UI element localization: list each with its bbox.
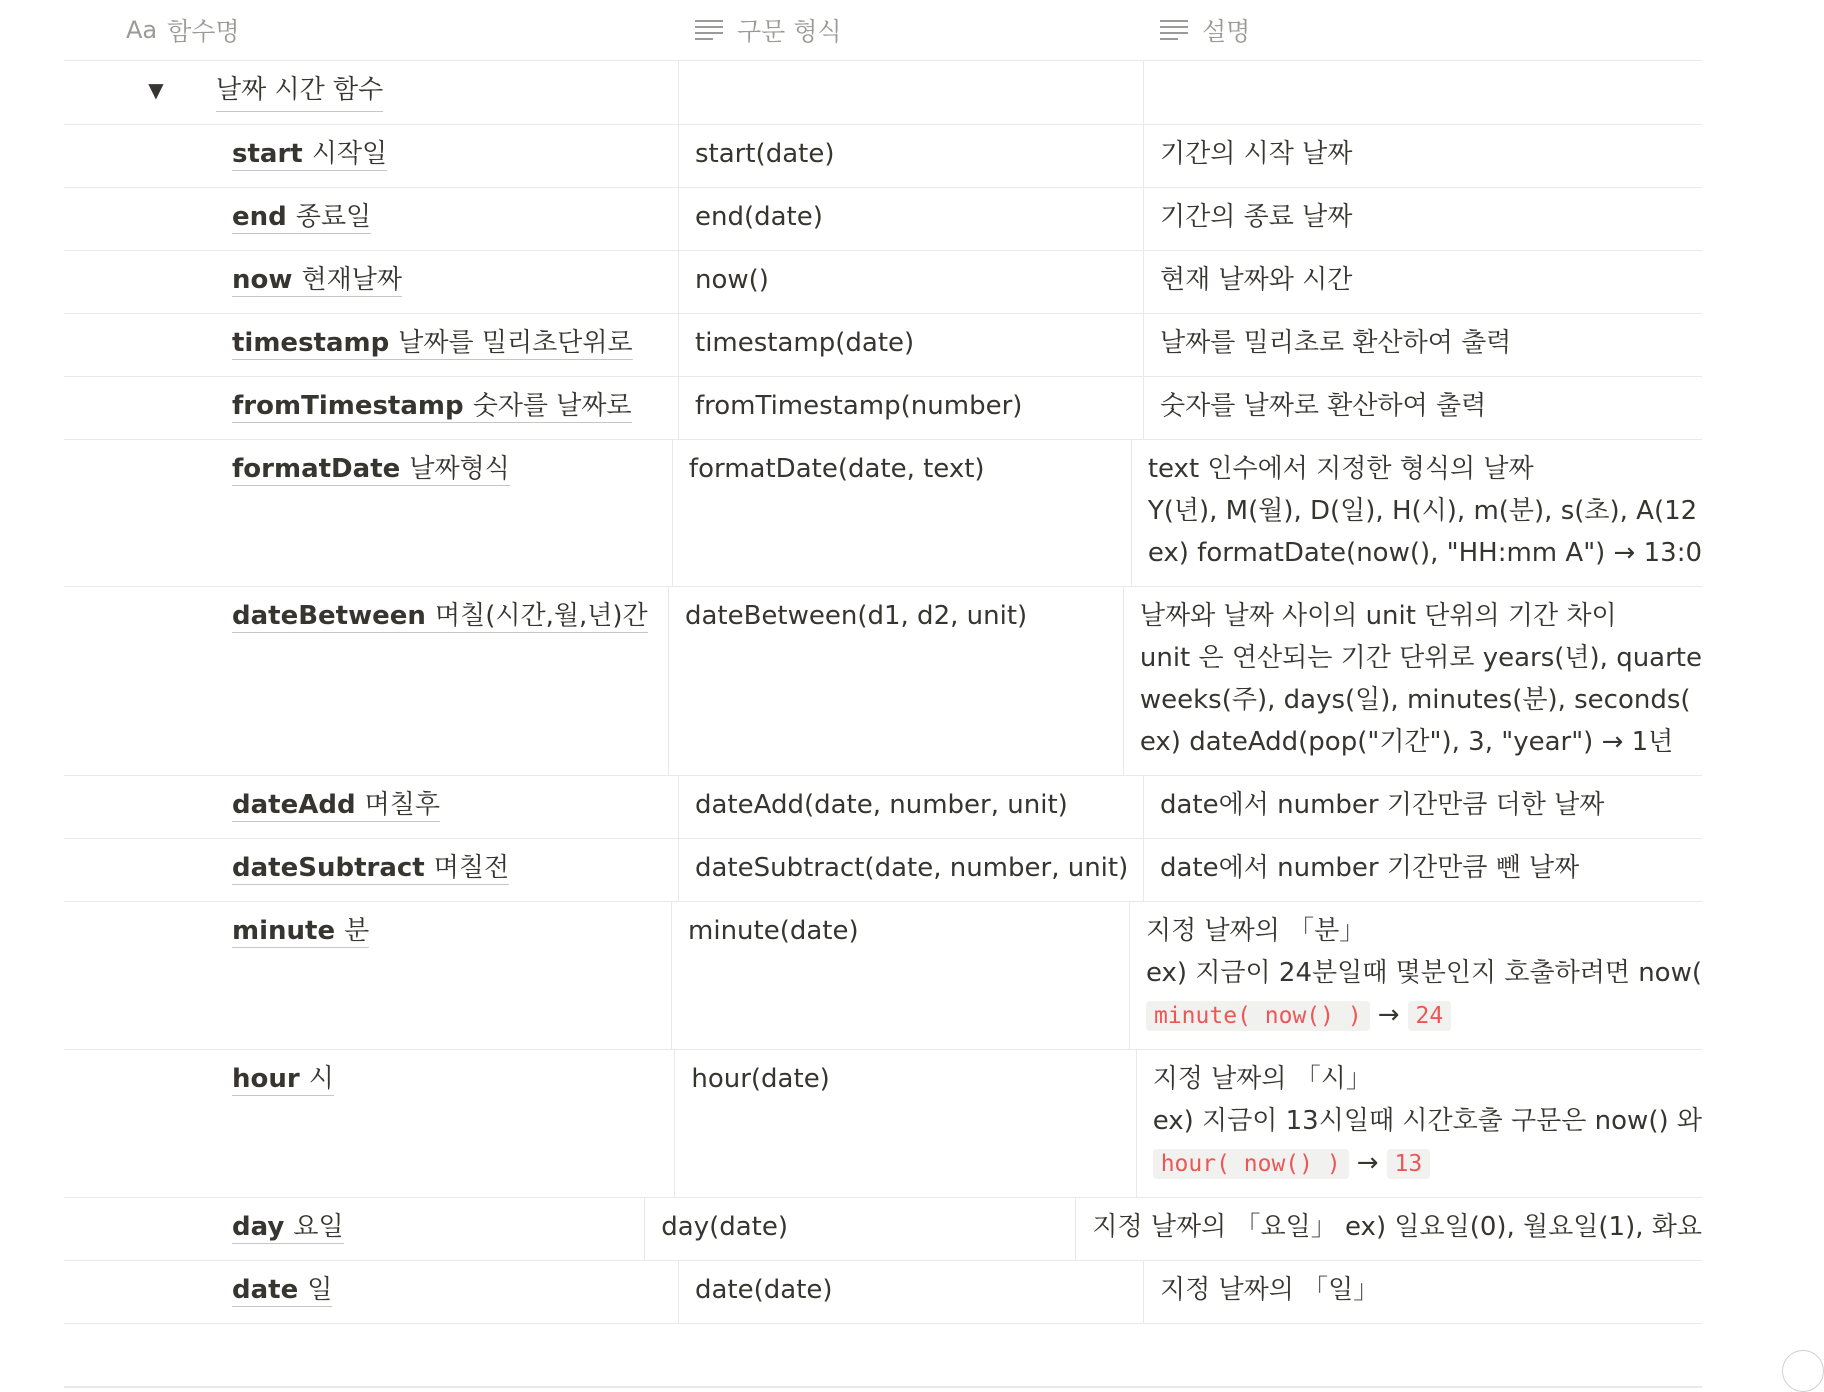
function-korean-name: 시작일 <box>311 139 388 169</box>
function-korean-name: 요일 <box>293 1212 344 1242</box>
function-name-link[interactable] <box>232 853 509 885</box>
text-property-icon <box>695 19 723 41</box>
description-cell[interactable] <box>1144 188 1702 250</box>
description-line: 지정 날짜의 「요일」 ex) 일요일(0), 월요일(1), 화요 <box>1092 1212 1702 1242</box>
function-korean-name: 현재날짜 <box>301 265 402 295</box>
table-row[interactable] <box>64 1261 1702 1324</box>
description-line: 지정 날짜의 「시」 <box>1152 1064 1372 1094</box>
syntax-cell[interactable] <box>679 251 1144 313</box>
description-line: ex) formatDate(now(), "HH:mm A") → 13:0 <box>1147 538 1702 568</box>
function-name-cell[interactable] <box>64 188 679 250</box>
function-name: fromTimestamp <box>232 391 464 421</box>
description-cell[interactable] <box>1144 839 1702 901</box>
inline-code-result: 24 <box>1408 1001 1452 1031</box>
group-title-cell <box>64 61 679 124</box>
table-bottom-border <box>64 1386 1702 1388</box>
function-name-cell[interactable] <box>64 587 669 775</box>
function-korean-name: 종료일 <box>295 202 372 232</box>
header-label: 함수명 <box>167 17 240 46</box>
table-row[interactable] <box>64 314 1702 377</box>
description-cell[interactable] <box>1144 314 1702 376</box>
function-name: formatDate <box>232 454 401 484</box>
description-line: 숫자를 날짜로 환산하여 출력 <box>1160 391 1487 421</box>
function-name: hour <box>232 1064 300 1094</box>
function-name: day <box>232 1212 285 1242</box>
syntax-cell[interactable] <box>679 839 1144 901</box>
syntax-text: hour(date) <box>691 1064 830 1094</box>
function-name-link[interactable] <box>232 601 648 633</box>
syntax-text: minute(date) <box>688 916 859 946</box>
function-name-cell[interactable] <box>64 251 679 313</box>
description-cell[interactable] <box>1144 776 1702 838</box>
description-line: ex) 지금이 13시일때 시간호출 구문은 now() 와 <box>1152 1106 1702 1136</box>
syntax-cell[interactable] <box>675 1050 1136 1197</box>
syntax-text: date(date) <box>695 1275 833 1305</box>
function-name: dateSubtract <box>232 853 425 883</box>
table-row[interactable] <box>64 839 1702 902</box>
function-name-link[interactable] <box>232 1064 334 1096</box>
function-name-cell[interactable] <box>64 839 679 901</box>
syntax-cell[interactable] <box>645 1198 1076 1260</box>
function-name-cell[interactable] <box>64 377 679 439</box>
inline-code-result: 13 <box>1387 1149 1431 1179</box>
description-line: text 인수에서 지정한 형식의 날짜 <box>1147 454 1534 484</box>
function-name: dateAdd <box>232 790 356 820</box>
function-name-link[interactable] <box>232 1212 344 1244</box>
function-name-cell[interactable] <box>64 776 679 838</box>
syntax-cell[interactable] <box>679 314 1144 376</box>
syntax-cell[interactable] <box>679 1261 1144 1323</box>
description-line: 지정 날짜의 「분」 <box>1145 916 1366 946</box>
header-description[interactable] <box>1144 0 1702 60</box>
table-header <box>64 0 1702 61</box>
function-name-link[interactable] <box>232 916 369 948</box>
table-row[interactable] <box>64 902 1702 1050</box>
function-name-cell[interactable] <box>64 1050 675 1197</box>
description-line: 현재 날짜와 시간 <box>1160 265 1353 295</box>
function-name-cell[interactable] <box>64 1198 645 1260</box>
description-cell[interactable] <box>1130 902 1702 1049</box>
function-name-cell[interactable] <box>64 1261 679 1323</box>
description-cell[interactable] <box>1076 1198 1702 1260</box>
table-row[interactable] <box>64 125 1702 188</box>
function-korean-name: 날짜형식 <box>409 454 510 484</box>
description-cell[interactable] <box>1144 377 1702 439</box>
header-label: 구문 형식 <box>737 17 842 46</box>
description-cell[interactable] <box>1137 1050 1702 1197</box>
description-line: 기간의 종료 날짜 <box>1160 202 1353 232</box>
function-name: minute <box>232 916 336 946</box>
description-line: date에서 number 기간만큼 더한 날짜 <box>1160 790 1605 820</box>
function-name-link[interactable] <box>232 202 371 234</box>
toggle-triangle-icon[interactable]: ▼ <box>148 78 164 102</box>
syntax-cell[interactable] <box>679 776 1144 838</box>
description-line: 날짜와 날짜 사이의 unit 단위의 기간 차이 <box>1139 601 1617 631</box>
function-name-link[interactable] <box>232 1275 332 1307</box>
function-korean-name: 시 <box>308 1064 334 1094</box>
function-name-cell[interactable] <box>64 125 679 187</box>
syntax-text: end(date) <box>695 202 823 232</box>
table-row[interactable] <box>64 188 1702 251</box>
group-title[interactable]: 날짜 시간 함수 <box>216 69 383 112</box>
description-line: ex) dateAdd(pop("기간"), 3, "year") → 1년 <box>1139 727 1674 757</box>
function-korean-name: 며칠전 <box>433 853 510 883</box>
description-cell[interactable] <box>1144 251 1702 313</box>
description-line: ex) 지금이 24분일때 몇분인지 호출하려면 now( <box>1145 958 1702 988</box>
function-name: dateBetween <box>232 601 426 631</box>
syntax-text: formatDate(date, text) <box>688 454 985 484</box>
header-syntax[interactable] <box>679 0 1144 60</box>
syntax-cell[interactable] <box>679 125 1144 187</box>
table-row[interactable] <box>64 440 1702 587</box>
table-row[interactable] <box>64 776 1702 839</box>
header-function-name[interactable] <box>64 0 679 60</box>
function-name-link[interactable] <box>232 265 402 297</box>
syntax-text: day(date) <box>661 1212 789 1242</box>
function-name-link[interactable] <box>232 328 633 360</box>
description-cell[interactable] <box>1132 440 1702 586</box>
table-row[interactable] <box>64 587 1702 776</box>
description-line: Y(년), M(월), D(일), H(시), m(분), s(초), A(12 <box>1147 496 1698 526</box>
scroll-circle-button[interactable] <box>1782 1350 1824 1392</box>
table-body <box>64 125 1702 1324</box>
syntax-text: start(date) <box>695 139 835 169</box>
text-property-icon <box>1160 19 1188 41</box>
description-line: date에서 number 기간만큼 뺀 날짜 <box>1160 853 1580 883</box>
function-korean-name: 일 <box>307 1275 333 1305</box>
syntax-text: fromTimestamp(number) <box>695 391 1023 421</box>
description-line: 날짜를 밀리초로 환산하여 출력 <box>1160 328 1512 358</box>
function-name-link[interactable] <box>232 391 632 423</box>
table-row[interactable] <box>64 251 1702 314</box>
function-table <box>64 0 1702 1388</box>
table-row[interactable] <box>64 1050 1702 1198</box>
description-line: weeks(주), days(일), minutes(분), seconds( <box>1139 685 1691 715</box>
description-line: unit 은 연산되는 기간 단위로 years(년), quarte <box>1139 643 1702 673</box>
inline-code: hour( now() ) <box>1153 1149 1349 1179</box>
group-row-date-time <box>64 61 1702 125</box>
table-row[interactable] <box>64 377 1702 440</box>
syntax-text: dateBetween(d1, d2, unit) <box>684 601 1028 631</box>
syntax-cell[interactable] <box>669 587 1124 775</box>
syntax-cell[interactable] <box>679 188 1144 250</box>
function-name: date <box>232 1275 299 1305</box>
function-korean-name: 분 <box>344 916 370 946</box>
function-name-cell[interactable] <box>64 440 673 586</box>
syntax-cell[interactable] <box>673 440 1132 586</box>
function-name: timestamp <box>232 328 390 358</box>
code-example-line <box>1146 994 1702 1037</box>
function-name: start <box>232 139 303 169</box>
description-cell[interactable] <box>1144 125 1702 187</box>
syntax-text: dateSubtract(date, number, unit) <box>695 853 1129 883</box>
arrow-icon: → <box>1377 1000 1400 1030</box>
syntax-cell[interactable] <box>679 377 1144 439</box>
function-korean-name: 며칠후 <box>364 790 440 820</box>
function-name-cell[interactable] <box>64 902 672 1049</box>
inline-code: minute( now() ) <box>1146 1001 1370 1031</box>
function-korean-name: 숫자를 날짜로 <box>472 391 632 421</box>
arrow-icon: → <box>1356 1148 1379 1178</box>
function-korean-name: 날짜를 밀리초단위로 <box>398 328 633 358</box>
function-korean-name: 며칠(시간,월,년)간 <box>434 601 648 631</box>
group-empty-cell <box>679 61 1144 124</box>
group-empty-cell <box>1144 61 1702 124</box>
function-name: end <box>232 202 287 232</box>
description-line: 기간의 시작 날짜 <box>1160 139 1353 169</box>
description-cell[interactable] <box>1124 587 1702 775</box>
header-label: 설명 <box>1202 17 1251 46</box>
function-name-link[interactable] <box>232 454 510 486</box>
syntax-text: timestamp(date) <box>695 328 915 358</box>
table-row[interactable] <box>64 1198 1702 1261</box>
title-property-icon: Aa <box>126 16 158 44</box>
syntax-cell[interactable] <box>672 902 1130 1049</box>
function-name-link[interactable] <box>232 139 387 171</box>
description-cell[interactable] <box>1144 1261 1702 1323</box>
description-line: 지정 날짜의 「일」 <box>1160 1275 1380 1305</box>
function-name-link[interactable] <box>232 790 440 822</box>
code-example-line <box>1153 1142 1702 1185</box>
syntax-text: dateAdd(date, number, unit) <box>695 790 1068 820</box>
function-name-cell[interactable] <box>64 314 679 376</box>
function-name: now <box>232 265 293 295</box>
syntax-text: now() <box>695 265 769 295</box>
